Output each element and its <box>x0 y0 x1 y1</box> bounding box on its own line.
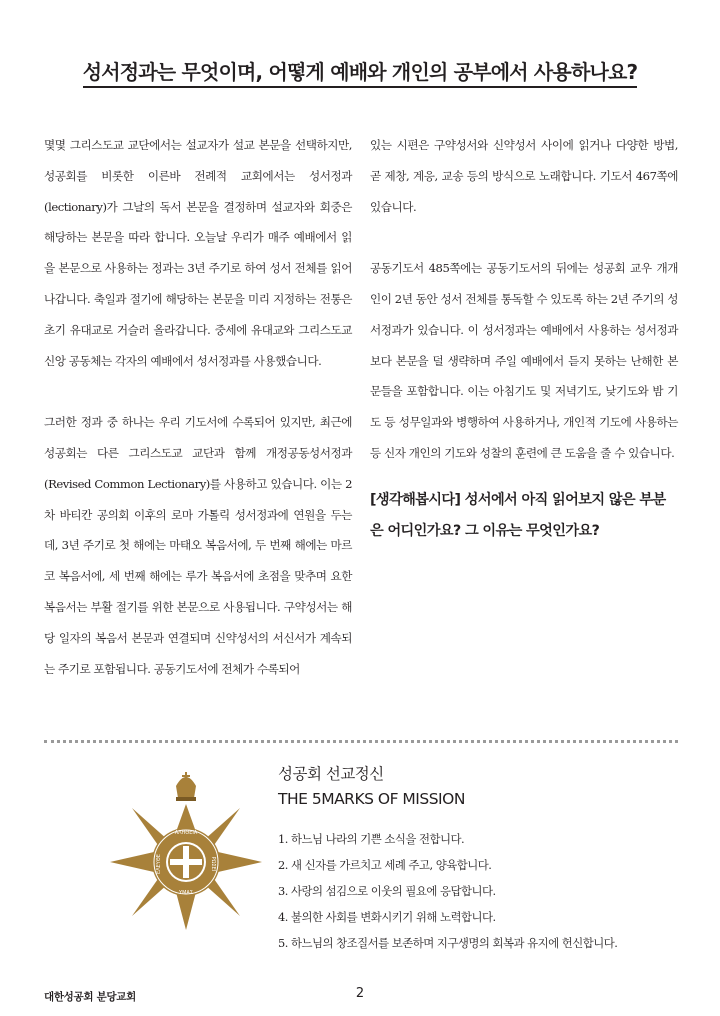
right-column <box>370 130 678 547</box>
mission-heading <box>278 762 698 812</box>
anglican-compass-rose-icon <box>104 770 268 936</box>
svg-text:ΕΛΕΥΘΕ: ΕΛΕΥΘΕ <box>156 854 162 874</box>
footer-church-name: 대한성공회 분당교회 <box>44 991 136 1003</box>
body-paragraph: 몇몇 그리스도교 교단에서는 설교자가 설교 본문을 선택하지만, 성공회를 비롯한 이른바 전례적 교회에서는 성서정과(lectionary)가 그날의 독서 본문을 결정하며 설교자와 회중은 해당하는 본문을 따라 합니다. 오늘날 우리가 매주 예배에서 읽을 본문으로 사용하는 정과는 3년 주기로 하여 성서 전체를 읽어 나갑니다. 축일과 절기에 해당하는 본문을 미리 지정하는 전통은 초기 유대교로 거슬러 올라갑니다. 중세에 유대교와 그리스도교 신앙 공동체는 각자의 예배에서 성서정과를 사용했습니다. <box>44 138 352 368</box>
page-number: 2 <box>355 986 365 1001</box>
page-title: 성서정과는 무엇이며, 어떻게 예배와 개인의 공부에서 사용하나요? <box>0 56 720 85</box>
mission-item: 3. 사랑의 섬김으로 이웃의 필요에 응답합니다. <box>278 884 496 898</box>
reflection-callout: [생각해봅시다] 성서에서 아직 읽어보지 않은 부분은 어디인가요? 그 이유는 무엇인가요? <box>370 491 666 539</box>
svg-text:ΡΩΣΕΙ: ΡΩΣΕΙ <box>210 856 216 872</box>
body-paragraph: 그러한 정과 중 하나는 우리 기도서에 수록되어 있지만, 최근에 성공회는 다른 그리스도교 교단과 함께 개정공동성서정과(Revised Common Lectionary)를 사용하고 있습니다. 이는 2차 바티칸 공의회 이후의 로마 가톨릭 성서정과에 연원을 두는데, 3년 주기로 첫 해에는 마태오 복음서에, 두 번째 해에는 마르코 복음서에, 세 번째 해에는 루가 복음서에 초점을 맞추며 요한복음서는 부활 절기를 위한 본문으로 사용됩니다. 구약성서는 해당 일자의 복음서 본문과 연결되며 신약성서의 서신서가 계속되는 주기로 포함됩니다. 공동기도서에 전체가 수록되어 <box>44 415 352 676</box>
mission-heading-en: THE 5MARKS OF MISSION <box>278 790 465 808</box>
mission-list <box>278 826 698 956</box>
mission-item: 1. 하느님 나라의 기쁜 소식을 전합니다. <box>278 832 465 846</box>
mission-heading-ko: 성공회 선교정신 <box>278 765 384 783</box>
svg-text:ΑΛΗΘΕΙΑ: ΑΛΗΘΕΙΑ <box>174 830 198 836</box>
mission-item: 2. 새 신자를 가르치고 세례 주고, 양육합니다. <box>278 858 492 872</box>
dotted-divider <box>44 740 678 743</box>
mission-item: 4. 불의한 사회를 변화시키기 위해 노력합니다. <box>278 910 496 924</box>
body-paragraph: 있는 시편은 구약성서와 신약성서 사이에 읽거나 다양한 방법, 곧 제창, 계응, 교송 등의 방식으로 노래합니다. 기도서 467쪽에 있습니다. <box>370 138 678 214</box>
mission-item: 5. 하느님의 창조질서를 보존하며 지구생명의 회복과 유지에 헌신합니다. <box>278 936 618 950</box>
body-paragraph: 공동기도서 485쪽에는 공동기도서의 뒤에는 성공회 교우 개개인이 2년 동안 성서 전체를 통독할 수 있도록 하는 2년 주기의 성서정과가 있습니다. 이 성서정과는 예배에서 사용하는 성서정과보다 본문을 덜 생략하며 주일 예배에서 듣지 못하는 난해한 본문들을 포함합니다. 이는 아침기도 및 저녁기도, 낮기도와 밤 기도 등 성무일과와 병행하여 사용하거나, 개인적 기도에 사용하는 등 신자 개인의 기도와 성찰의 훈련에 큰 도움을 줄 수 있습니다. <box>370 261 678 460</box>
left-column <box>44 130 352 684</box>
svg-text:ΥΜΑΣ: ΥΜΑΣ <box>179 890 193 896</box>
